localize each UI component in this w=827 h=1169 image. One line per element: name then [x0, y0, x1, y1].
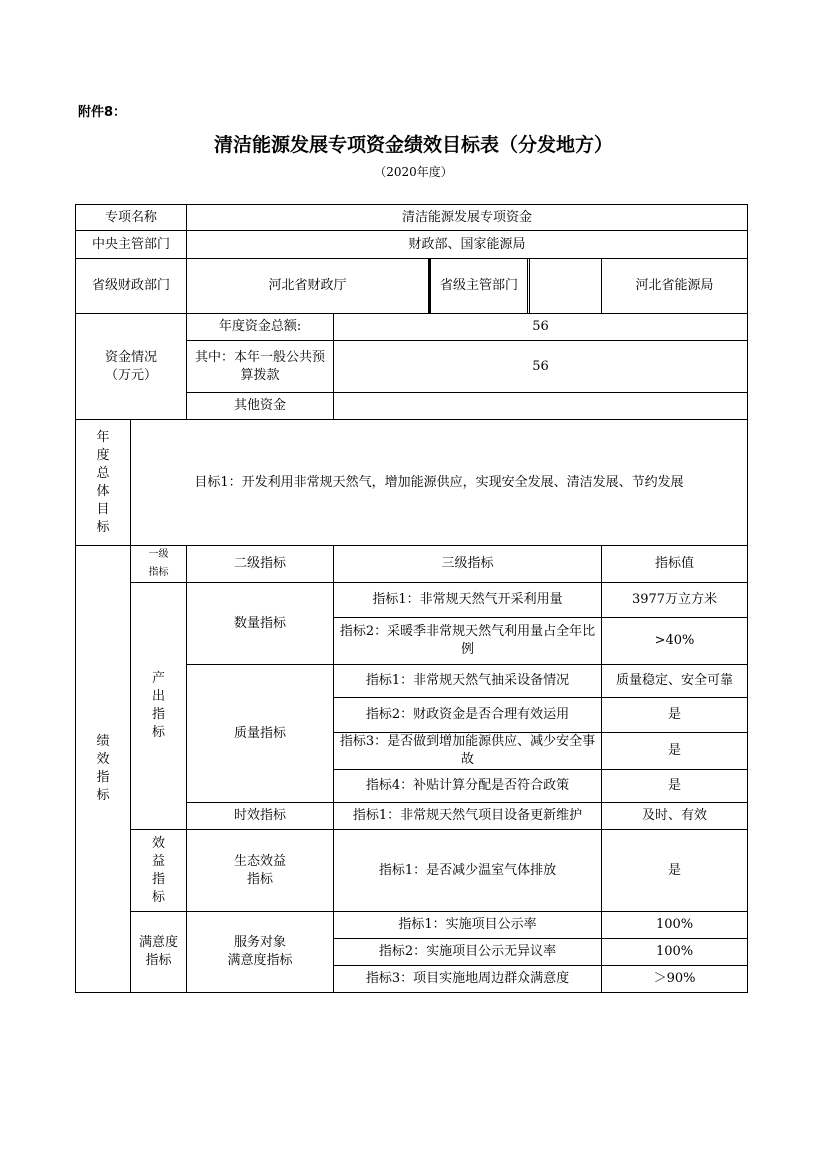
- funds-total-value: 56: [334, 314, 748, 341]
- annual-goal-text: 目标1：开发利用非常规天然气，增加能源供应，实现安全发展、清洁发展、节约发展: [131, 420, 748, 546]
- eco-benefit-label: 生态效益 指标: [187, 830, 334, 912]
- indicator-name: 指标1：非常规天然气项目设备更新维护: [334, 803, 602, 830]
- table-row: [76, 314, 748, 341]
- indicator-name: 指标2：财政资金是否合理有效运用: [334, 698, 602, 733]
- attachment-label: 附件8：: [78, 105, 127, 120]
- table-row: [76, 259, 748, 314]
- indicator-value: 质量稳定、安全可靠: [602, 665, 748, 698]
- quantity-label: 数量指标: [187, 583, 334, 665]
- performance-target-table: [75, 204, 748, 993]
- table-row: [76, 912, 748, 939]
- year-label: （2020年度）: [374, 165, 453, 179]
- indicator-name: 指标1：非常规天然气开采利用量: [334, 583, 602, 618]
- indicator-value: 是: [602, 770, 748, 803]
- table-row: [76, 231, 748, 259]
- annual-goal-label: 年 度 总 体 目 标: [76, 420, 131, 546]
- header-value: 指标值: [602, 546, 748, 583]
- indicator-name: 指标2：实施项目公示无异议率: [334, 939, 602, 966]
- indicator-value: ＞90%: [602, 966, 748, 993]
- perf-label: 绩 效 指 标: [76, 546, 131, 993]
- indicator-name: 指标1：实施项目公示率: [334, 912, 602, 939]
- header-level2: 二级指标: [187, 546, 334, 583]
- indicator-value: 是: [602, 698, 748, 733]
- indicator-name: 指标3：是否做到增加能源供应、减少安全事故: [334, 733, 602, 770]
- table-row: [76, 546, 748, 583]
- funds-general-value: 56: [334, 341, 748, 393]
- prov-finance-label: 省级财政部门: [76, 259, 187, 314]
- prov-dept-value: 河北省能源局: [602, 259, 748, 314]
- indicator-name: 指标4：补贴计算分配是否符合政策: [334, 770, 602, 803]
- quality-label: 质量指标: [187, 665, 334, 803]
- indicator-value: 100%: [602, 939, 748, 966]
- table-row: [76, 420, 748, 546]
- funds-other-value: [334, 393, 748, 420]
- indicator-value: 3977万立方米: [602, 583, 748, 618]
- table-row: [76, 583, 748, 618]
- indicator-value: >40%: [602, 618, 748, 665]
- header-level3: 三级指标: [334, 546, 602, 583]
- indicator-value: 100%: [602, 912, 748, 939]
- service-satisfaction-label: 服务对象 满意度指标: [187, 912, 334, 993]
- timeliness-label: 时效指标: [187, 803, 334, 830]
- indicator-name: 指标1：非常规天然气抽采设备情况: [334, 665, 602, 698]
- funds-total-label: 年度资金总额:: [187, 314, 334, 341]
- indicator-name: 指标3：项目实施地周边群众满意度: [334, 966, 602, 993]
- table-row: [76, 830, 748, 912]
- satisfaction-label: 满意度 指标: [131, 912, 187, 993]
- benefit-label: 效 益 指 标: [131, 830, 187, 912]
- indicator-name: 指标1：是否减少温室气体排放: [334, 830, 602, 912]
- indicator-value: 是: [602, 733, 748, 770]
- page-title: 清洁能源发展专项资金绩效目标表（分发地方）: [213, 134, 613, 156]
- output-label: 产 出 指 标: [131, 583, 187, 830]
- table-row: [76, 205, 748, 231]
- prov-dept-label: 省级主管部门: [431, 259, 530, 313]
- project-name-label: 专项名称: [76, 205, 187, 231]
- header-level1: 一级 指标: [131, 546, 187, 583]
- central-dept-label: 中央主管部门: [76, 231, 187, 259]
- funds-general-label: 其中：本年一般公共预算拨款: [187, 341, 334, 393]
- indicator-value: 是: [602, 830, 748, 912]
- prov-dept-cell: [430, 259, 602, 314]
- funds-other-label: 其他资金: [187, 393, 334, 420]
- indicator-name: 指标2：采暖季非常规天然气利用量占全年比例: [334, 618, 602, 665]
- prov-finance-value: 河北省财政厅: [187, 259, 430, 314]
- central-dept-value: 财政部、国家能源局: [187, 231, 748, 259]
- project-name-value: 清洁能源发展专项资金: [187, 205, 748, 231]
- indicator-value: 及时、有效: [602, 803, 748, 830]
- funds-label: 资金情况 （万元）: [76, 314, 187, 420]
